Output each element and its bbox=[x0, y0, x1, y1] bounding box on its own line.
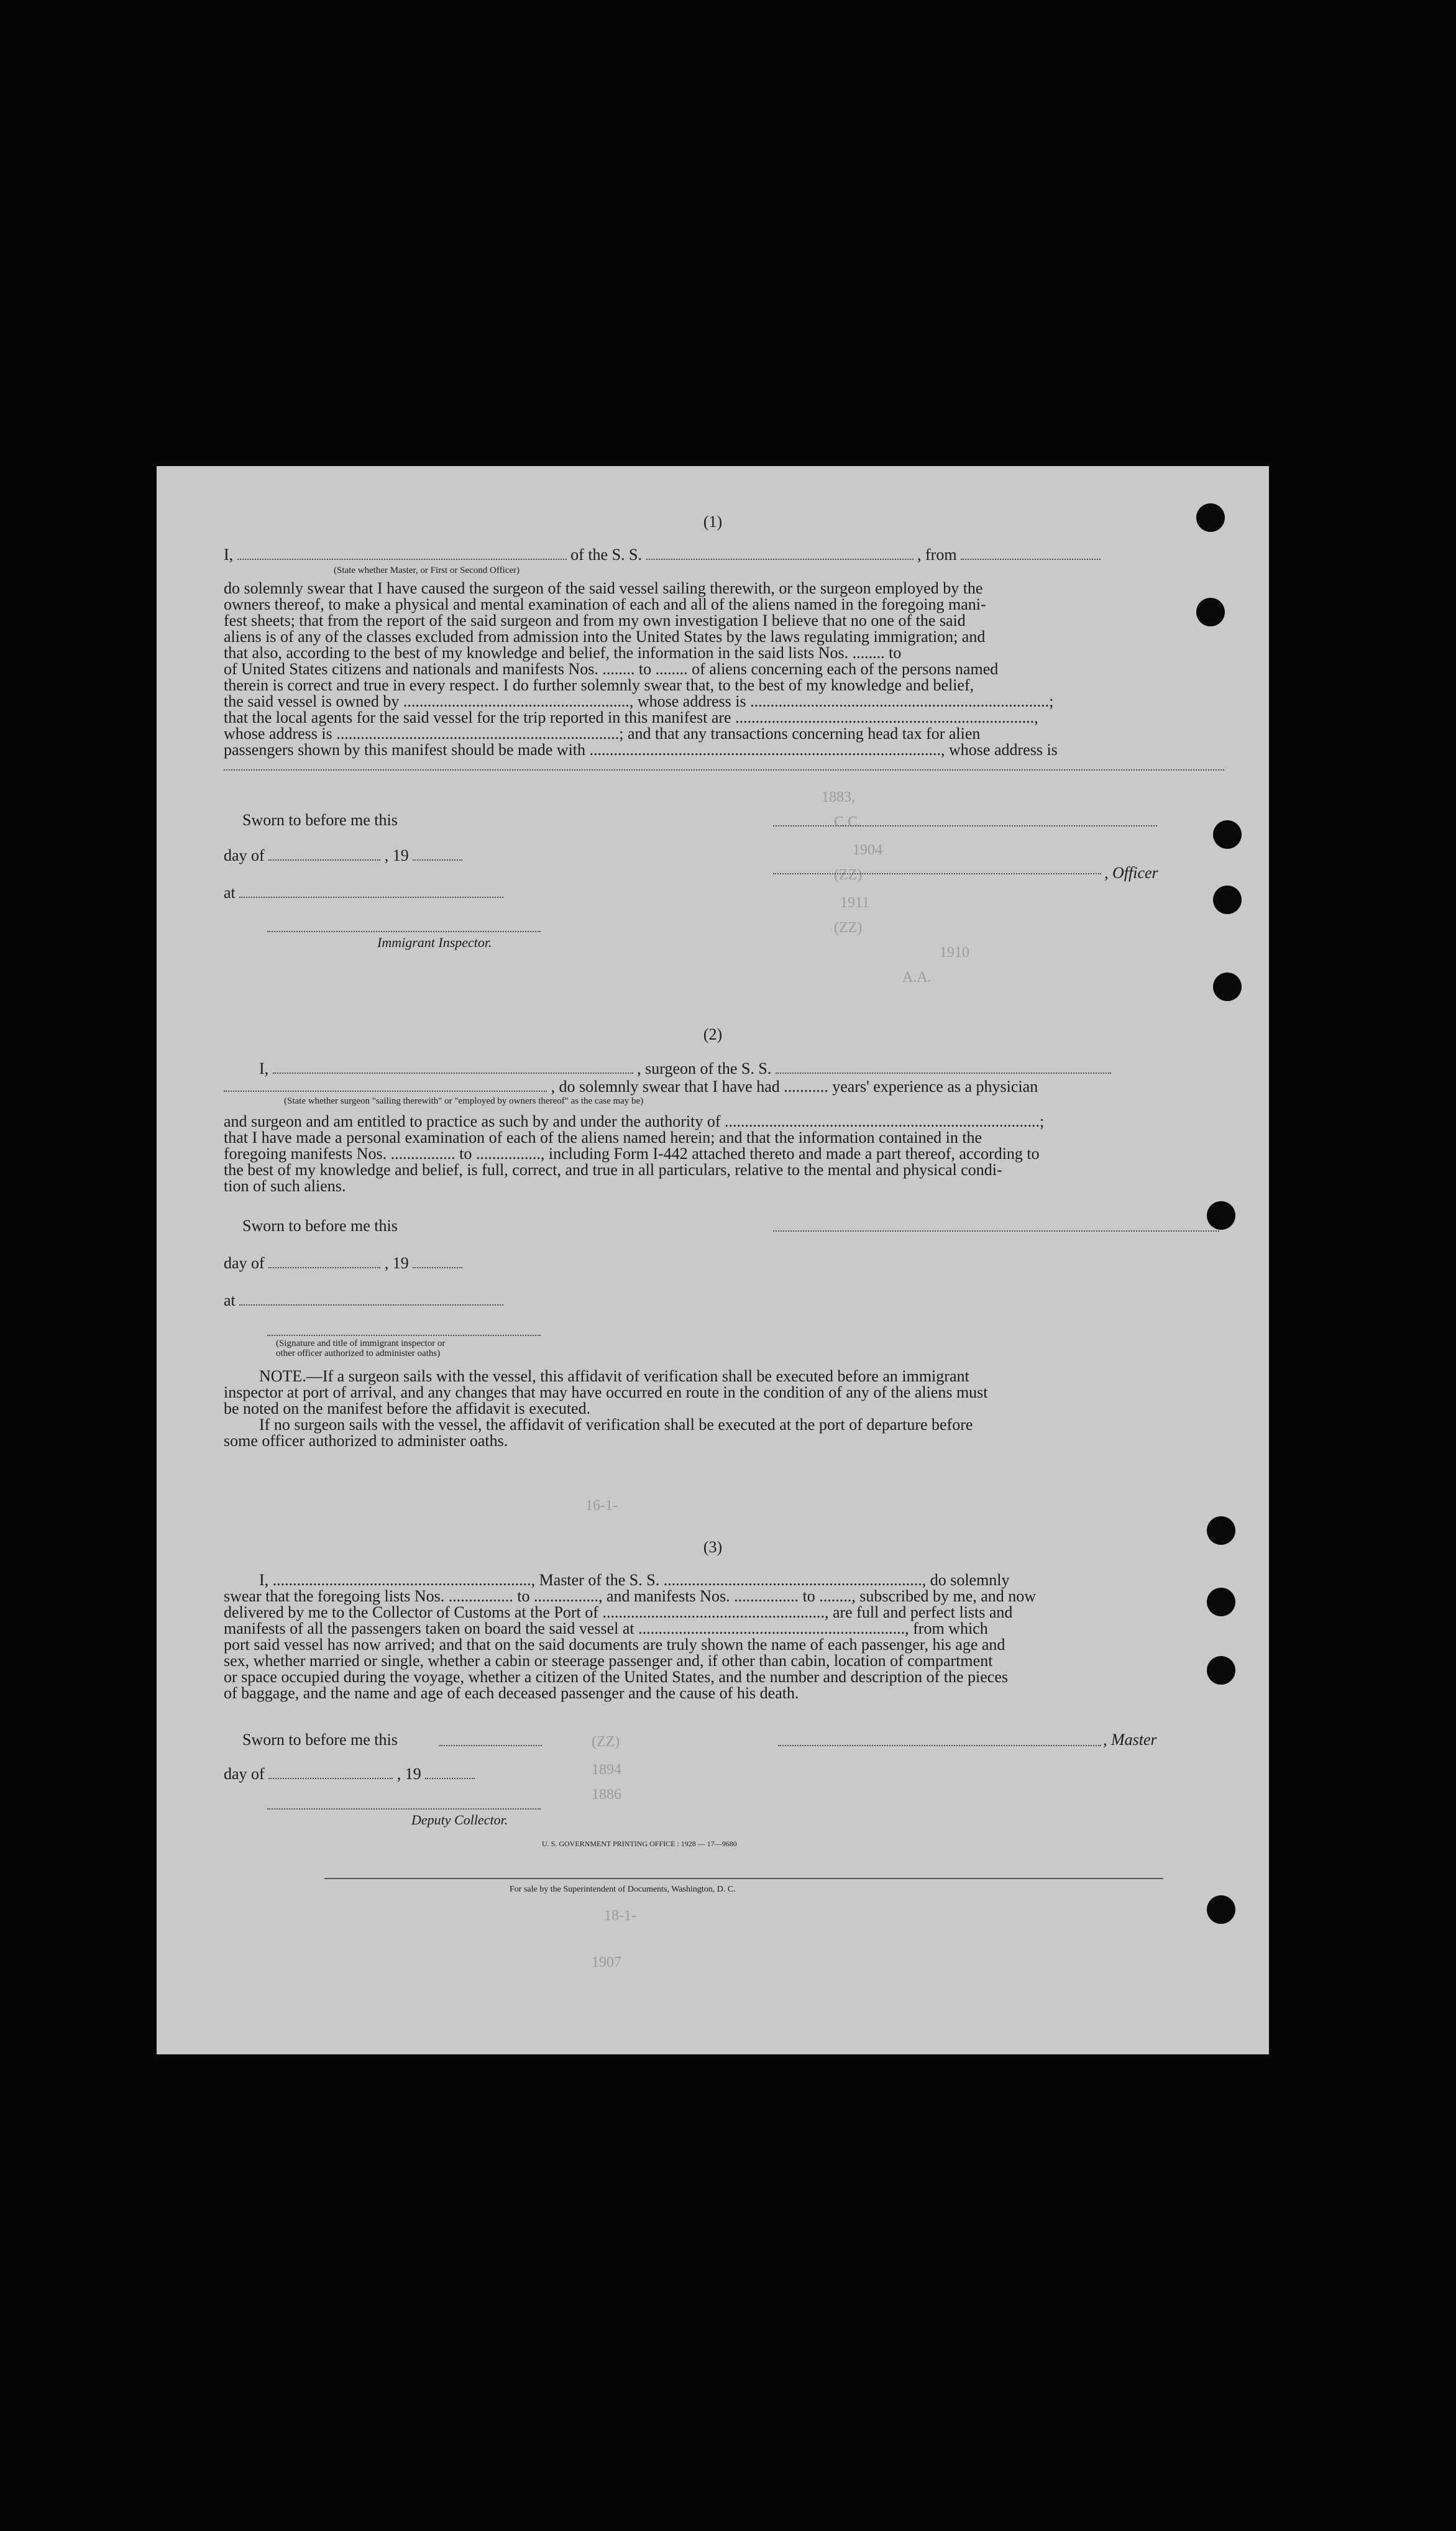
bleed-through-text: 1886 bbox=[592, 1787, 621, 1803]
body-line: that the local agents for the said vessel for the trip reported in this manifest are .........................................................................., bbox=[224, 708, 1038, 726]
day-label: day of bbox=[224, 846, 265, 864]
section2-intro-line bbox=[259, 1060, 1111, 1078]
punch-hole bbox=[1207, 1588, 1235, 1616]
day-line bbox=[224, 1765, 475, 1783]
punch-hole bbox=[1213, 973, 1242, 1001]
section-number: (3) bbox=[703, 1538, 723, 1556]
bleed-through-text: (ZZ) bbox=[834, 920, 863, 936]
body-line: that also, according to the best of my knowledge and belief, the information in the said lists Nos. ........ to bbox=[224, 644, 902, 662]
at-line bbox=[224, 884, 503, 902]
at-label: at bbox=[224, 1291, 236, 1309]
body-line: port said vessel has now arrived; and that on the said documents are truly shown the name of each passenger, his age and bbox=[224, 1636, 1005, 1654]
bleed-through-text: 1904 bbox=[853, 842, 882, 858]
body-line: of United States citizens and nationals and manifests Nos. ........ to ........ of aliens concerning each of the persons named bbox=[224, 660, 999, 678]
body-line: fest sheets; that from the report of the said surgeon and from my own investigation I believe that no one of the said bbox=[224, 611, 966, 629]
punch-hole bbox=[1196, 598, 1225, 626]
section1-intro-line bbox=[224, 546, 1101, 564]
punch-hole bbox=[1207, 1895, 1235, 1924]
body-line: therein is correct and true in every respect. I do further solemnly swear that, to the best of my knowledge and belief, bbox=[224, 676, 974, 694]
from-label: , from bbox=[917, 546, 957, 564]
body-line: and surgeon and am entitled to practice as such by and under the authority of ..............................................................................; bbox=[224, 1112, 1045, 1130]
body-line: foregoing manifests Nos. ................ to ................, including Form I-442 attached thereto and made a part thereof, according to bbox=[224, 1145, 1040, 1163]
officer-label: , Officer bbox=[1104, 864, 1158, 882]
body-line: passengers shown by this manifest should be made with ......................................................................................., whose address is bbox=[224, 741, 1058, 759]
body-line: I, ................................................................, Master of the S. S. ................................................................, do solemnly bbox=[259, 1571, 1010, 1589]
year-label: , 19 bbox=[384, 1254, 409, 1272]
state-caption: (State whether Master, or First or Second Officer) bbox=[334, 565, 520, 575]
body-line: tion of such aliens. bbox=[224, 1177, 346, 1195]
section-number: (2) bbox=[703, 1025, 723, 1043]
year-label: , 19 bbox=[396, 1765, 421, 1783]
experience-text: , do solemnly swear that I have had ........... years' experience as a physician bbox=[551, 1078, 1038, 1096]
sale-note: For sale by the Superintendent of Documents, Washington, D. C. bbox=[510, 1885, 736, 1894]
bleed-through-text: (ZZ) bbox=[834, 867, 863, 883]
day-line bbox=[224, 1254, 462, 1273]
note-line: NOTE.—If a surgeon sails with the vessel, this affidavit of verification shall be executed before an immigrant bbox=[259, 1367, 969, 1385]
note-line: some officer authorized to administer oaths. bbox=[224, 1432, 508, 1450]
master-label: , Master bbox=[1103, 1731, 1157, 1749]
body-line: manifests of all the passengers taken on board the said vessel at .................................................................., from which bbox=[224, 1619, 988, 1637]
body-line: that I have made a personal examination of each of the aliens named herein; and that the information contained in the bbox=[224, 1128, 982, 1147]
bleed-through-text: 1907 bbox=[592, 1954, 621, 1970]
body-line: the said vessel is owned by ........................................................, whose address is ..........................................................................; bbox=[224, 692, 1054, 710]
bleed-through-text: 1894 bbox=[592, 1762, 621, 1778]
note-line: be noted on the manifest before the affidavit is executed. bbox=[224, 1399, 591, 1417]
sworn-label: Sworn to before me this bbox=[242, 811, 398, 829]
sworn-label: Sworn to before me this bbox=[242, 1217, 398, 1235]
vessel-label: of the S. S. bbox=[570, 546, 643, 564]
punch-hole bbox=[1213, 820, 1242, 849]
body-line: whose address is ......................................................................; and that any transactions concerning head tax for alien bbox=[224, 725, 981, 743]
note-line: inspector at port of arrival, and any changes that may have occurred en route in the condition of any of the aliens must bbox=[224, 1383, 988, 1401]
body-line: aliens is of any of the classes excluded from admission into the United States by the laws regulating immigration; and bbox=[224, 628, 986, 646]
sworn-label: Sworn to before me this bbox=[242, 1731, 398, 1749]
day-label: day of bbox=[224, 1765, 265, 1783]
bleed-through-text: (ZZ) bbox=[592, 1734, 620, 1750]
surgeon-caption: (State whether surgeon "sailing therewith" or "employed by owners thereof" as the case may be) bbox=[284, 1096, 644, 1106]
body-line: swear that the foregoing lists Nos. ................ to ................, and manifests Nos. ................ to ........, subscribed by me, and now bbox=[224, 1587, 1037, 1605]
bleed-through-text: 16-1- bbox=[585, 1498, 618, 1514]
day-line bbox=[224, 846, 462, 865]
body-line: owners thereof, to make a physical and mental examination of each and all of the aliens named in the foregoing mani- bbox=[224, 595, 986, 613]
i-label: I, bbox=[259, 1060, 269, 1078]
immigrant-inspector-label: Immigrant Inspector. bbox=[377, 935, 492, 950]
print-note: U. S. GOVERNMENT PRINTING OFFICE : 1928 — 17—9680 bbox=[542, 1839, 737, 1848]
bleed-through-text: 18-1- bbox=[604, 1908, 636, 1924]
punch-hole bbox=[1207, 1201, 1235, 1230]
at-label: at bbox=[224, 884, 236, 902]
at-line bbox=[224, 1291, 503, 1310]
bleed-through-text: 1911 bbox=[840, 895, 870, 911]
signature-caption: (Signature and title of immigrant inspector or bbox=[276, 1339, 446, 1348]
body-line: sex, whether married or single, whether a cabin or steerage passenger and, if other than cabin, location of compartment bbox=[224, 1652, 993, 1670]
surgeon-label: , surgeon of the S. S. bbox=[637, 1060, 772, 1078]
signature-caption: other officer authorized to administer oaths) bbox=[276, 1348, 441, 1358]
body-line: the best of my knowledge and belief, is full, correct, and true in all particulars, relative to the mental and physical condi- bbox=[224, 1161, 1002, 1179]
punch-hole bbox=[1213, 886, 1242, 914]
bleed-through-text: A.A. bbox=[902, 969, 932, 986]
year-label: , 19 bbox=[384, 846, 409, 864]
section-number: (1) bbox=[703, 513, 723, 531]
manifest-page bbox=[157, 466, 1269, 2054]
deputy-collector-label: Deputy Collector. bbox=[411, 1812, 508, 1828]
body-line: do solemnly swear that I have caused the surgeon of the said vessel sailing therewith, or the surgeon employed by the bbox=[224, 579, 983, 597]
bleed-through-text: 1883, bbox=[822, 789, 855, 805]
day-label: day of bbox=[224, 1254, 265, 1272]
body-line: delivered by me to the Collector of Customs at the Port of ......................................................., are full and perfect lists and bbox=[224, 1603, 1013, 1621]
i-label: I, bbox=[224, 546, 234, 564]
body-line: of baggage, and the name and age of each deceased passenger and the cause of his death. bbox=[224, 1684, 799, 1702]
bleed-through-text: 1910 bbox=[940, 945, 969, 961]
punch-hole bbox=[1207, 1656, 1235, 1685]
section2-second-line bbox=[224, 1078, 1038, 1096]
bleed-through-text: C.C. bbox=[834, 814, 862, 830]
body-line: or space occupied during the voyage, whether a citizen of the United States, and the number and description of the pieces bbox=[224, 1668, 1009, 1686]
note-line: If no surgeon sails with the vessel, the affidavit of verification shall be executed at the port of departure before bbox=[259, 1416, 973, 1434]
